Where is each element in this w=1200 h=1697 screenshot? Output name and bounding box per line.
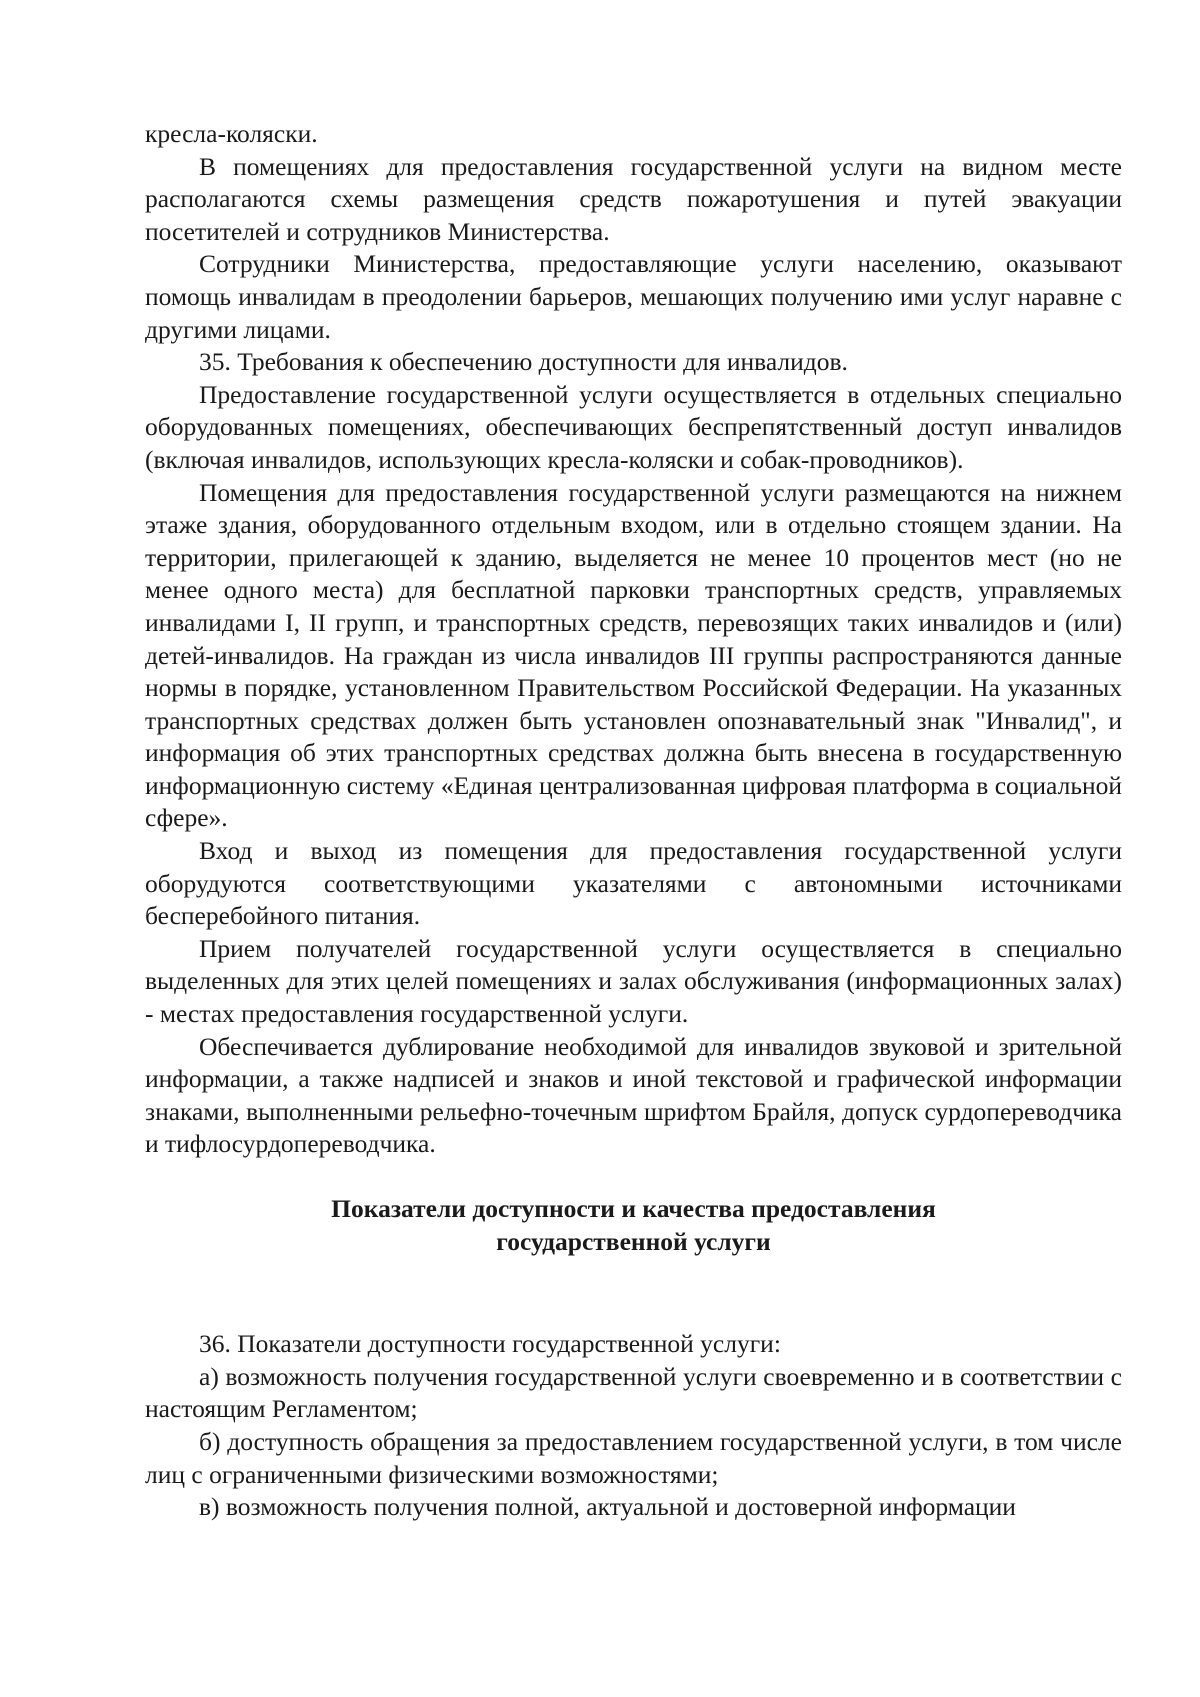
paragraph-entrance-exit: Вход и выход из помещения для предоставления государственной услуги оборудуются соответствующими указателями с автономными источниками бесперебойного питания. <box>145 836 1122 931</box>
paragraph-evacuation-schemes: В помещениях для предоставления государственной услуги на видном месте располагаются схемы размещения средств пожаротушения и путей эвакуации посетителей и сотрудников Министерства. <box>145 151 1122 246</box>
paragraph-staff-assistance: Сотрудники Министерства, предоставляющие услуги населению, оказывают помощь инвалидам в преодолении барьеров, мешающих получению ими услуг наравне с другими лицами. <box>145 249 1122 344</box>
paragraph-item-35: 35. Требования к обеспечению доступности для инвалидов. <box>199 347 848 377</box>
paragraph-braille: Обеспечивается дублирование необходимой для инвалидов звуковой и зрительной информации, а также надписей и знаков и иной текстовой и графической информации знаками, выполненными рельефно-точечным шрифтом Брайля, допуск сурдопереводчика и тифлосурдопереводчика. <box>145 1031 1122 1159</box>
list-item-b: б) доступность обращения за предоставлением государственной услуги, в том числе лиц с ограниченными физическими возможностями; <box>145 1426 1122 1489</box>
section-heading-line-2: государственной услуги <box>496 1226 771 1256</box>
list-item-a: а) возможность получения государственной услуги своевременно и в соответствии с настоящим Регламентом; <box>145 1361 1122 1424</box>
paragraph-equipped-premises: Предоставление государственной услуги осуществляется в отдельных специально оборудованных помещениях, обеспечивающих беспрепятственный доступ инвалидов (включая инвалидов, использующих кресла-коляски и собак-проводников). <box>145 379 1122 474</box>
paragraph-parking: Помещения для предоставления государственной услуги размещаются на нижнем этаже здания, оборудованного отдельным входом, или в отдельно стоящем здании. На территории, прилегающей к зданию, выделяется не менее 10 процентов мест (но не менее одного места) для бесплатной парковки транспортных средств, управляемых инвалидами I, II групп, и транспортных средств, перевозящих таких инвалидов и (или) детей-инвалидов. На граждан из числа инвалидов III группы распространяются данные нормы в порядке, установленном Правительством Российской Федерации. На указанных транспортных средствах должен быть установлен опознавательный знак "Инвалид", и информация об этих транспортных средствах должна быть внесена в государственную информационную систему «Единая централизованная цифровая платформа в социальной сфере». <box>145 477 1122 833</box>
paragraph-item-36: 36. Показатели доступности государственной услуги: <box>199 1329 781 1359</box>
list-item-c: в) возможность получения полной, актуальной и достоверной информации <box>199 1492 1016 1522</box>
paragraph-continuation: кресла-коляски. <box>145 119 318 148</box>
section-body <box>145 1328 1122 1524</box>
section-heading-line-1: Показатели доступности и качества предоставления <box>331 1194 936 1223</box>
paragraph-reception: Прием получателей государственной услуги осуществляется в специально выделенных для этих целей помещениях и залах обслуживания (информационных залах) - местах предоставления государственной услуги. <box>145 933 1122 1029</box>
document-body <box>145 118 1122 1524</box>
section-heading <box>145 1193 1122 1258</box>
